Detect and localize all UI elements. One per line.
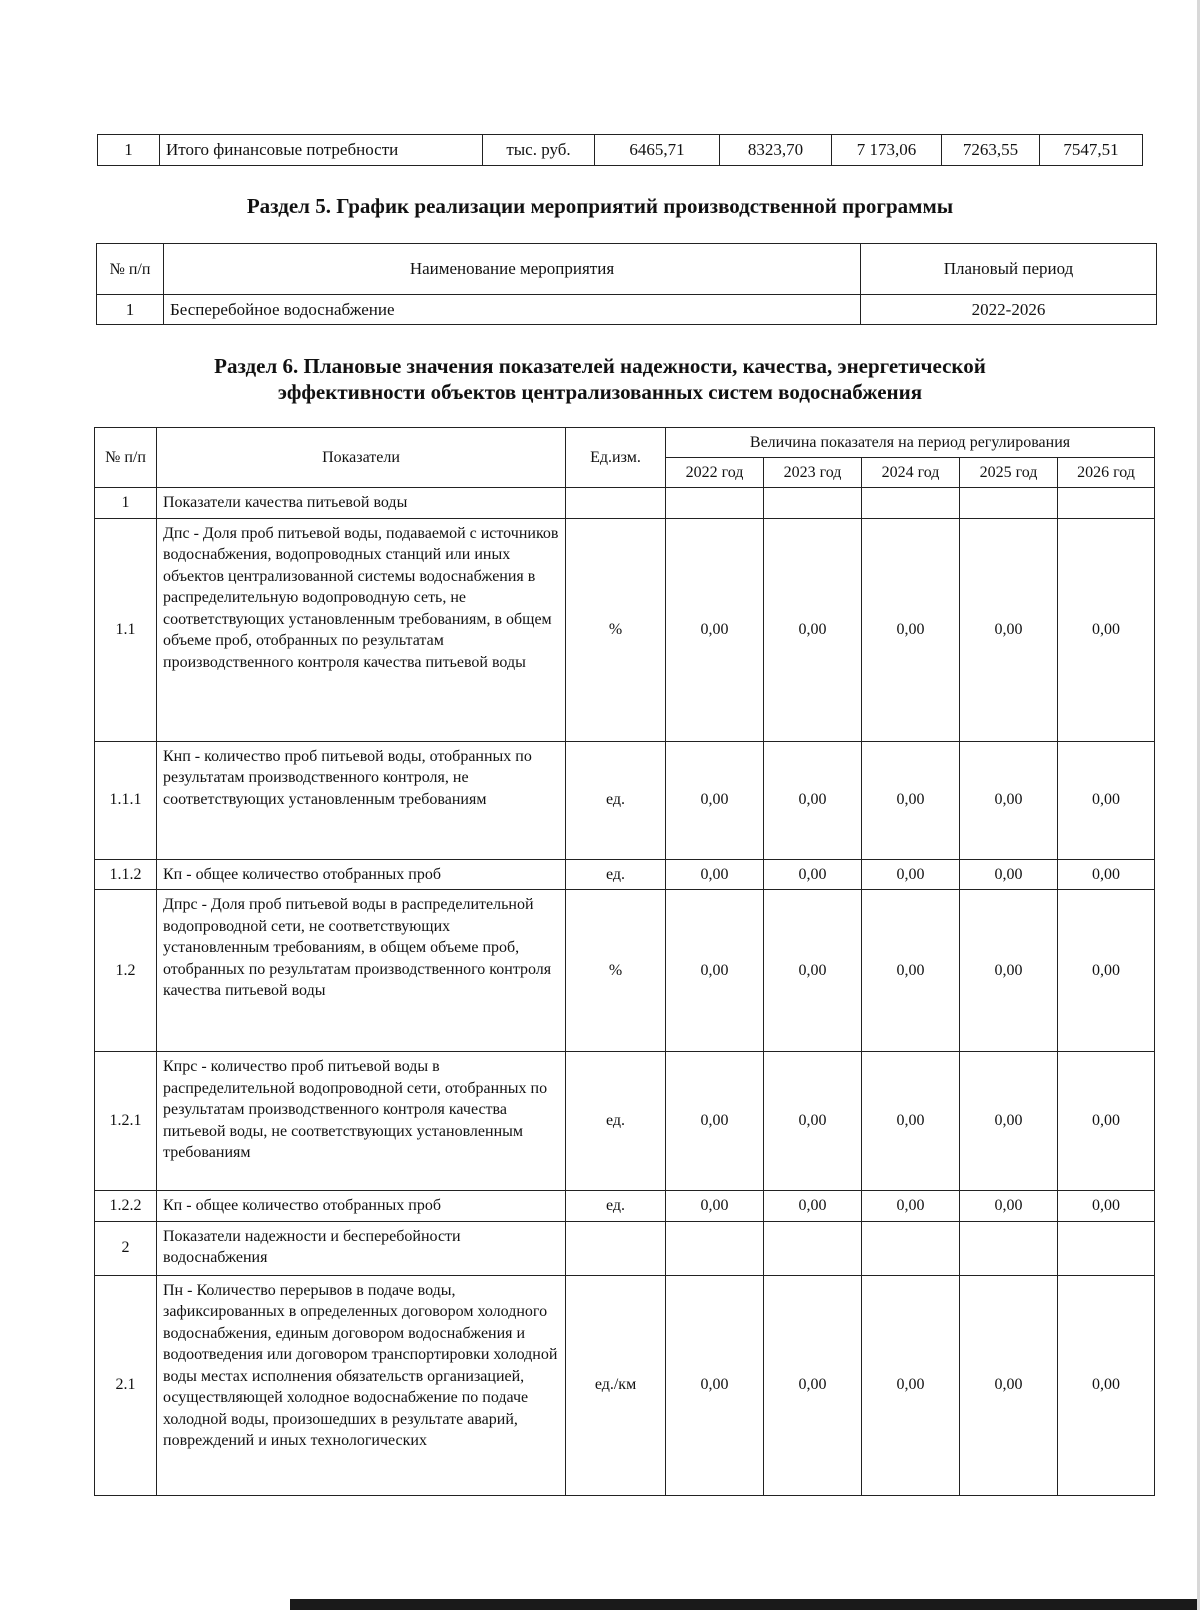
indicator-text: Кп - общее количество отобранных проб (157, 1191, 566, 1222)
section5-row-period: 2022-2026 (861, 295, 1157, 325)
indicator-row (95, 1275, 1155, 1495)
year-header: 2022 год (666, 458, 764, 488)
indicator-num: 1 (95, 488, 157, 519)
finance-value: 7263,55 (942, 135, 1040, 166)
year-header: 2026 год (1058, 458, 1155, 488)
indicator-value: 0,00 (862, 741, 960, 859)
indicator-text: Кп - общее количество отобранных проб (157, 859, 566, 890)
indicator-value: 0,00 (666, 1191, 764, 1222)
section5-title: Раздел 5. График реализации мероприятий производственной программы (246, 194, 954, 218)
indicator-unit: ед. (566, 1191, 666, 1222)
section6-title-line1: Раздел 6. Плановые значения показателей надежности, качества, энергетической (214, 354, 986, 378)
indicator-value: 0,00 (960, 859, 1058, 890)
indicator-value (862, 488, 960, 519)
section6-num-header: № п/п (95, 428, 157, 488)
indicator-value: 0,00 (666, 1275, 764, 1495)
indicator-value (862, 1221, 960, 1275)
indicator-unit (566, 488, 666, 519)
section6-period-group-header: Величина показателя на период регулирования (666, 428, 1155, 458)
finance-total-table (97, 134, 1143, 166)
indicator-row (95, 1191, 1155, 1222)
indicator-value: 0,00 (1058, 1052, 1155, 1191)
section5-row-num: 1 (97, 295, 164, 325)
indicator-num: 2 (95, 1221, 157, 1275)
scan-edge-bar (290, 1599, 1200, 1610)
indicator-value: 0,00 (960, 1275, 1058, 1495)
indicator-value: 0,00 (960, 1052, 1058, 1191)
indicator-value: 0,00 (862, 1052, 960, 1191)
indicator-value: 0,00 (1058, 890, 1155, 1052)
indicator-num: 1.1 (95, 518, 157, 741)
section5-table (96, 243, 1157, 325)
indicator-num: 1.1.2 (95, 859, 157, 890)
finance-unit: тыс. руб. (483, 135, 595, 166)
indicator-unit: ед. (566, 741, 666, 859)
indicator-row (95, 488, 1155, 519)
indicator-unit: % (566, 890, 666, 1052)
section5-period-header: Плановый период (861, 244, 1157, 295)
indicator-text: Кнп - количество проб питьевой воды, отобранных по результатам производственного контроля, не соответствующих установленным требованиям (157, 741, 566, 859)
section5-name-header: Наименование мероприятия (164, 244, 861, 295)
indicator-text: Дпрс - Доля проб питьевой воды в распределительной водопроводной сети, не соответствующих установленным требованиям, в общем объеме проб, отобранных по результатам производственного контроля качества питьевой воды (157, 890, 566, 1052)
indicator-text: Пн - Количество перерывов в подаче воды, зафиксированных в определенных договором холодного водоснабжения, единым договором водоснабжения и водоотведения или договором транспортировки холодной воды местах исполнения обязательств организацией, осуществляющей холодное водоснабжение по подаче холодной воды, произошедших в результате аварий, повреждений и иных технологических (157, 1275, 566, 1495)
indicator-unit: % (566, 518, 666, 741)
indicator-value (1058, 1221, 1155, 1275)
year-header: 2024 год (862, 458, 960, 488)
indicator-value: 0,00 (666, 890, 764, 1052)
indicator-num: 1.2.1 (95, 1052, 157, 1191)
indicator-value: 0,00 (764, 890, 862, 1052)
indicator-value: 0,00 (862, 890, 960, 1052)
indicator-num: 2.1 (95, 1275, 157, 1495)
indicator-text: Дпс - Доля проб питьевой воды, подаваемой с источников водоснабжения, водопроводных станций или иных объектов централизованной системы водоснабжения в распределительную водопроводную сеть, не соответствующих установленным требованиям, в общем объеме проб, отобранных по результатам производственного контроля качества питьевой воды (157, 518, 566, 741)
indicator-text: Кпрс - количество проб питьевой воды в распределительной водопроводной сети, отобранных по результатам производственного контроля качества питьевой воды, не соответствующих установленным требованиям (157, 1052, 566, 1191)
indicator-num: 1.2 (95, 890, 157, 1052)
indicator-value: 0,00 (764, 518, 862, 741)
indicator-value: 0,00 (1058, 1191, 1155, 1222)
finance-value: 7 173,06 (832, 135, 942, 166)
indicator-unit (566, 1221, 666, 1275)
indicator-row (95, 518, 1155, 741)
indicator-value (666, 1221, 764, 1275)
indicator-value: 0,00 (666, 741, 764, 859)
finance-num: 1 (98, 135, 160, 166)
indicator-unit: ед./км (566, 1275, 666, 1495)
section5-row (97, 295, 1157, 325)
indicator-value: 0,00 (666, 518, 764, 741)
section6-title-line2: эффективности объектов централизованных систем водоснабжения (277, 380, 923, 404)
indicator-value: 0,00 (666, 1052, 764, 1191)
indicator-value: 0,00 (1058, 1275, 1155, 1495)
section6-header-row (95, 428, 1155, 458)
section5-num-header: № п/п (97, 244, 164, 295)
indicator-unit: ед. (566, 1052, 666, 1191)
indicator-row (95, 1221, 1155, 1275)
indicator-value: 0,00 (764, 859, 862, 890)
year-header: 2025 год (960, 458, 1058, 488)
indicator-value: 0,00 (960, 1191, 1058, 1222)
section6-table (94, 427, 1155, 1496)
indicator-value: 0,00 (862, 1275, 960, 1495)
finance-value: 7547,51 (1040, 135, 1143, 166)
indicator-value: 0,00 (764, 1275, 862, 1495)
indicator-value (764, 488, 862, 519)
finance-value: 6465,71 (595, 135, 720, 166)
indicator-text: Показатели надежности и бесперебойности водоснабжения (157, 1221, 566, 1275)
finance-total-row (98, 135, 1143, 166)
indicator-num: 1.2.2 (95, 1191, 157, 1222)
indicator-value (960, 1221, 1058, 1275)
indicator-value: 0,00 (862, 859, 960, 890)
finance-value: 8323,70 (720, 135, 832, 166)
indicator-row (95, 859, 1155, 890)
indicator-value: 0,00 (666, 859, 764, 890)
section6-unit-header: Ед.изм. (566, 428, 666, 488)
year-header: 2023 год (764, 458, 862, 488)
indicator-value: 0,00 (862, 1191, 960, 1222)
indicator-row (95, 1052, 1155, 1191)
indicator-value (960, 488, 1058, 519)
indicator-value: 0,00 (960, 890, 1058, 1052)
indicator-value: 0,00 (1058, 741, 1155, 859)
indicator-value (1058, 488, 1155, 519)
indicator-value: 0,00 (764, 1052, 862, 1191)
indicator-unit: ед. (566, 859, 666, 890)
section5-header-row (97, 244, 1157, 295)
section6-indicators-header: Показатели (157, 428, 566, 488)
indicator-num: 1.1.1 (95, 741, 157, 859)
indicator-value: 0,00 (862, 518, 960, 741)
indicator-value: 0,00 (764, 1191, 862, 1222)
indicator-text: Показатели качества питьевой воды (157, 488, 566, 519)
indicator-row (95, 890, 1155, 1052)
section5-row-name: Бесперебойное водоснабжение (164, 295, 861, 325)
indicator-value: 0,00 (1058, 859, 1155, 890)
indicator-row (95, 741, 1155, 859)
indicator-value (764, 1221, 862, 1275)
indicator-value: 0,00 (764, 741, 862, 859)
indicator-value (666, 488, 764, 519)
finance-name: Итого финансовые потребности (160, 135, 483, 166)
indicator-value: 0,00 (1058, 518, 1155, 741)
indicator-value: 0,00 (960, 741, 1058, 859)
indicator-value: 0,00 (960, 518, 1058, 741)
